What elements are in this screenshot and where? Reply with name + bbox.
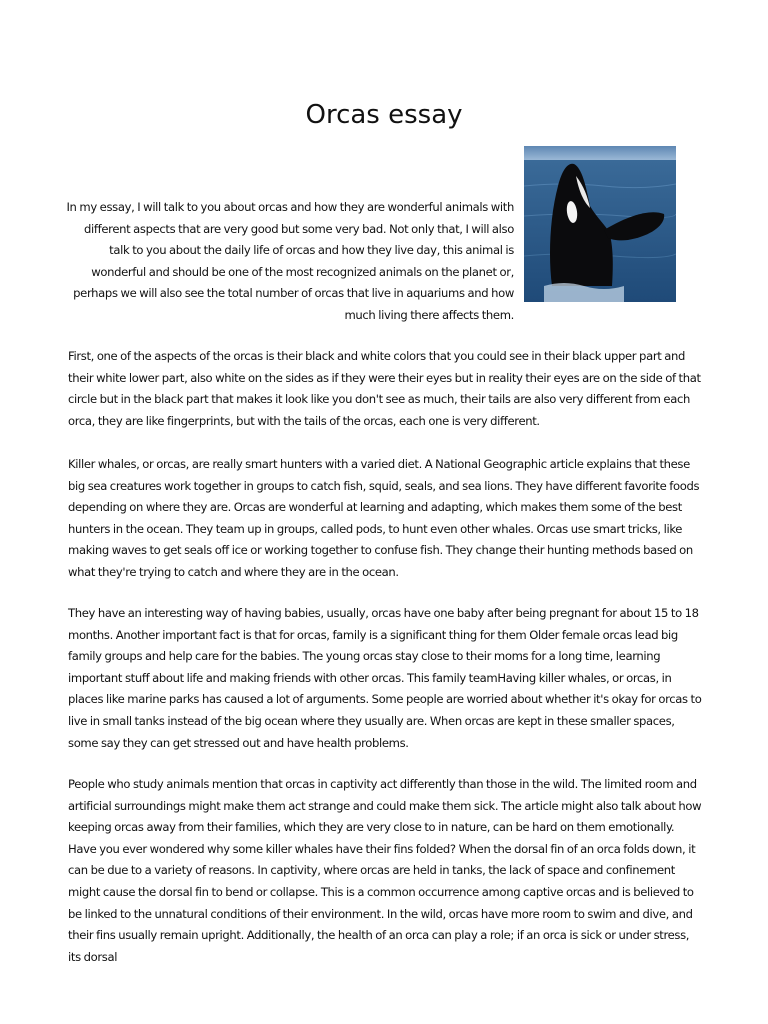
essay-title: Orcas essay [305,100,463,130]
paragraph-captivity: People who study animals mention that orcas in captivity act differently than those in the wild. The limited room and artificial surroundings might make them act strange and could make them sick. The article might also talk about how keeping orcas away from their families, which they are very close to in nature, can be hard on them emotionally. Have you ever wondered why some killer whales have their fins folded? When the dorsal fin of an orca folds down, it can be due to a variety of reasons. In captivity, where orcas are held in tanks, the lack of space and confinement might cause the dorsal fin to bend or collapse. This is a common occurrence among captive orcas and is believed to be linked to the unnatural conditions of their environment. In the wild, orcas have more room to swim and dive, and their fins usually remain upright. Additionally, the health of an orca can play a role; if an orca is sick or under stress, its dorsal [68,777,702,964]
intro-paragraph: In my essay, I will talk to you about orcas and how they are wonderful animals with different aspects that are very good but some very bad. Not only that, I will also talk to you about the daily life of orcas and how they live day, this animal is wonderful and should be one of the most recognized animals on the planet or, perhaps we will also see the total number of orcas that live in aquariums and how much living there affects them. [66,200,514,322]
orca-illustration [524,146,676,302]
paragraph-colors: First, one of the aspects of the orcas is their black and white colors that you could see in their black upper part and their white lower part, also white on the sides as if they were their eyes but in reality their eyes are on the side of that circle but in the black part that makes it look like you don't see as much, their tails are also very different from each orca, they are like fingerprints, but with the tails of the orcas, each one is very different. [68,349,701,428]
orca-photo [524,146,676,302]
paragraph-family: They have an interesting way of having babies, usually, orcas have one baby after being pregnant for about 15 to 18 months. Another important fact is that for orcas, family is a significant thing for them Older female orcas lead big family groups and help care for the babies. The young orcas stay close to their moms for a long time, learning important stuff about life and making friends with other orcas. This family teamHaving killer whales, or orcas, in places like marine parks has caused a lot of arguments. Some people are worried about whether it's okay for orcas to live in small tanks instead of the big ocean where they usually are. When orcas are kept in these smaller spaces, some say they can get stressed out and have health problems. [68,606,702,750]
paragraph-hunting: Killer whales, or orcas, are really smart hunters with a varied diet. A National Geographic article explains that these big sea creatures work together in groups to catch fish, squid, seals, and sea lions. They have different favorite foods depending on where they are. Orcas are wonderful at learning and adapting, which makes them some of the best hunters in the ocean. They team up in groups, called pods, to hunt even other whales. Orcas use smart tricks, like making waves to get seals off ice or working together to confuse fish. They change their hunting methods based on what they're trying to catch and where they are in the ocean. [68,457,700,579]
